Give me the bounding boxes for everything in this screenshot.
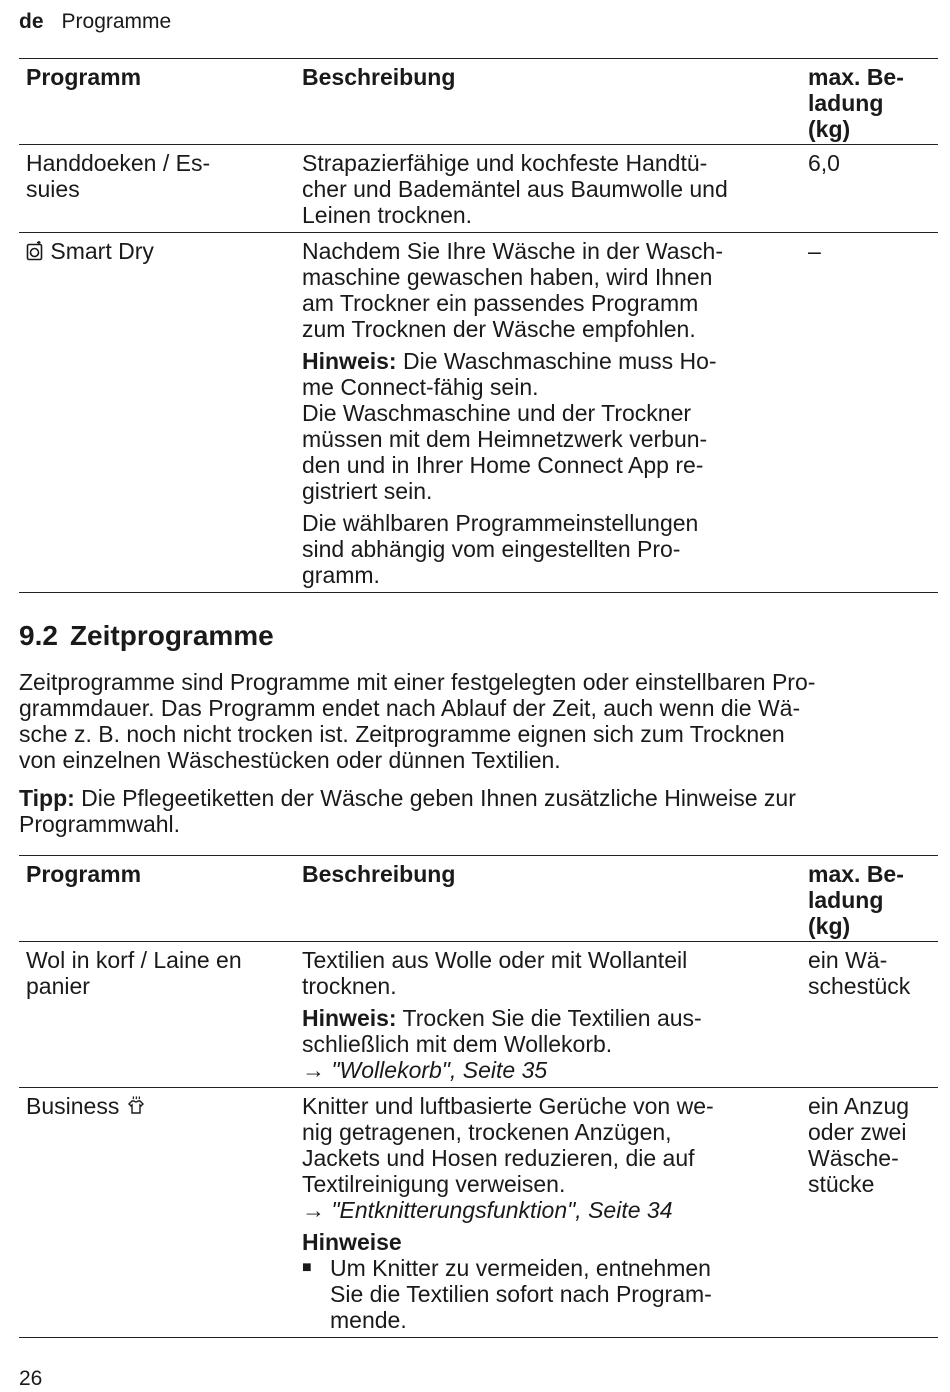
bullet-text: Um Knitter zu vermeiden, entnehmen Sie die Textilien sofort nach Program- mende.: [330, 1255, 712, 1333]
max-load: ein Wä- schestück: [808, 947, 911, 999]
description-final: Die wählbaren Programmeinstellungen sind abhängig vom eingestellten Pro- gramm.: [302, 510, 699, 588]
note-label: Hinweis:: [302, 1005, 397, 1031]
program-table-1: [19, 58, 938, 593]
description-text: Strapazierfähige und kochfeste Handtü- cher und Bademäntel aus Baumwolle und Leinen trocknen.: [302, 150, 728, 228]
header-description: Beschreibung: [294, 59, 800, 145]
header-max-load: max. Be- ladung (kg): [800, 59, 938, 145]
intro-paragraph: Zeitprogramme sind Programme mit einer festgelegten oder einstellbaren Pro- grammdauer. Das Programm endet nach Ablauf der Zeit, auch wenn die Wä- sche z. B. noch nicht trocken ist. Zeitprogramme eignen sich zum Trocknen von einzelnen Wäschestücken oder dünnen Textilien.: [19, 669, 816, 773]
header-program: Programm: [19, 59, 294, 145]
language-code: de: [19, 10, 44, 33]
max-load: ein Anzug oder zwei Wäsche- stücke: [800, 1088, 938, 1338]
note: [302, 348, 792, 504]
section-title: Zeitprogramme: [69, 620, 274, 651]
list-item: [302, 1255, 792, 1333]
section-number: 9.2: [19, 620, 58, 651]
program-table-2: [19, 855, 938, 1338]
shirt-steam-icon: [126, 1095, 146, 1121]
tip-paragraph: [19, 785, 934, 837]
description-text: Textilien aus Wolle oder mit Wollanteil trocknen.: [302, 947, 688, 999]
note-label: Hinweis:: [302, 348, 397, 374]
program-name: Handdoeken / Es- suies: [26, 150, 211, 202]
page-reference-link[interactable]: → "Entknitterungsfunktion", Seite 34: [302, 1197, 673, 1223]
max-load: 6,0: [808, 150, 840, 176]
program-name: Smart Dry: [50, 238, 154, 264]
bullet-square-icon: ■: [302, 1259, 312, 1276]
program-description: [294, 1088, 800, 1338]
tip-label: Tipp:: [19, 785, 75, 811]
max-load: –: [800, 233, 938, 593]
page-header: [19, 8, 171, 36]
program-name-cell: [19, 1088, 294, 1338]
program-description: [294, 942, 800, 1088]
note: [302, 1005, 792, 1057]
program-description: [294, 233, 800, 593]
program-name: Business: [26, 1093, 126, 1119]
table-row: [19, 233, 938, 593]
table-row: [19, 942, 938, 1088]
notes-heading: Hinweise: [302, 1229, 402, 1255]
table-header-row: [19, 59, 938, 145]
table-header-row: [19, 856, 938, 942]
header-section: Programme: [61, 10, 172, 33]
header-description: Beschreibung: [294, 856, 800, 942]
table-row: [19, 1088, 938, 1338]
description-text: Knitter und luftbasierte Gerüche von we- nig getragenen, trockenen Anzügen, Jackets und Hosen reduzieren, die auf Textilreinigung verweisen.: [302, 1093, 714, 1197]
table-row: [19, 145, 938, 233]
page-reference-link[interactable]: → "Wollekorb", Seite 35: [302, 1057, 548, 1083]
tip-text: Die Pflegeetiketten der Wäsche geben Ihnen zusätzliche Hinweise zur Programmwahl.: [19, 785, 796, 837]
page-number: 26: [19, 1367, 43, 1390]
section-heading: [19, 618, 274, 654]
header-program: Programm: [19, 856, 294, 942]
header-max-load: max. Be- ladung (kg): [800, 856, 938, 942]
program-description: [294, 145, 800, 233]
note-text: Die Waschmaschine muss Ho- me Connect-fähig sein. Die Waschmaschine und der Trockner müssen mit dem Heimnetzwerk verbun- den und in Ihrer Home Connect App re- gistriert sein.: [302, 348, 717, 504]
program-name-cell: [19, 233, 294, 593]
smart-dry-icon: [26, 240, 44, 266]
program-name: Wol in korf / Laine en panier: [26, 947, 242, 999]
note-text: Trocken Sie die Textilien aus- schließlich mit dem Wollekorb.: [302, 1005, 702, 1057]
description-text: Nachdem Sie Ihre Wäsche in der Wasch- maschine gewaschen haben, wird Ihnen am Trockner ein passendes Programm zum Trocknen der Wäsche empfohlen.: [302, 238, 723, 342]
